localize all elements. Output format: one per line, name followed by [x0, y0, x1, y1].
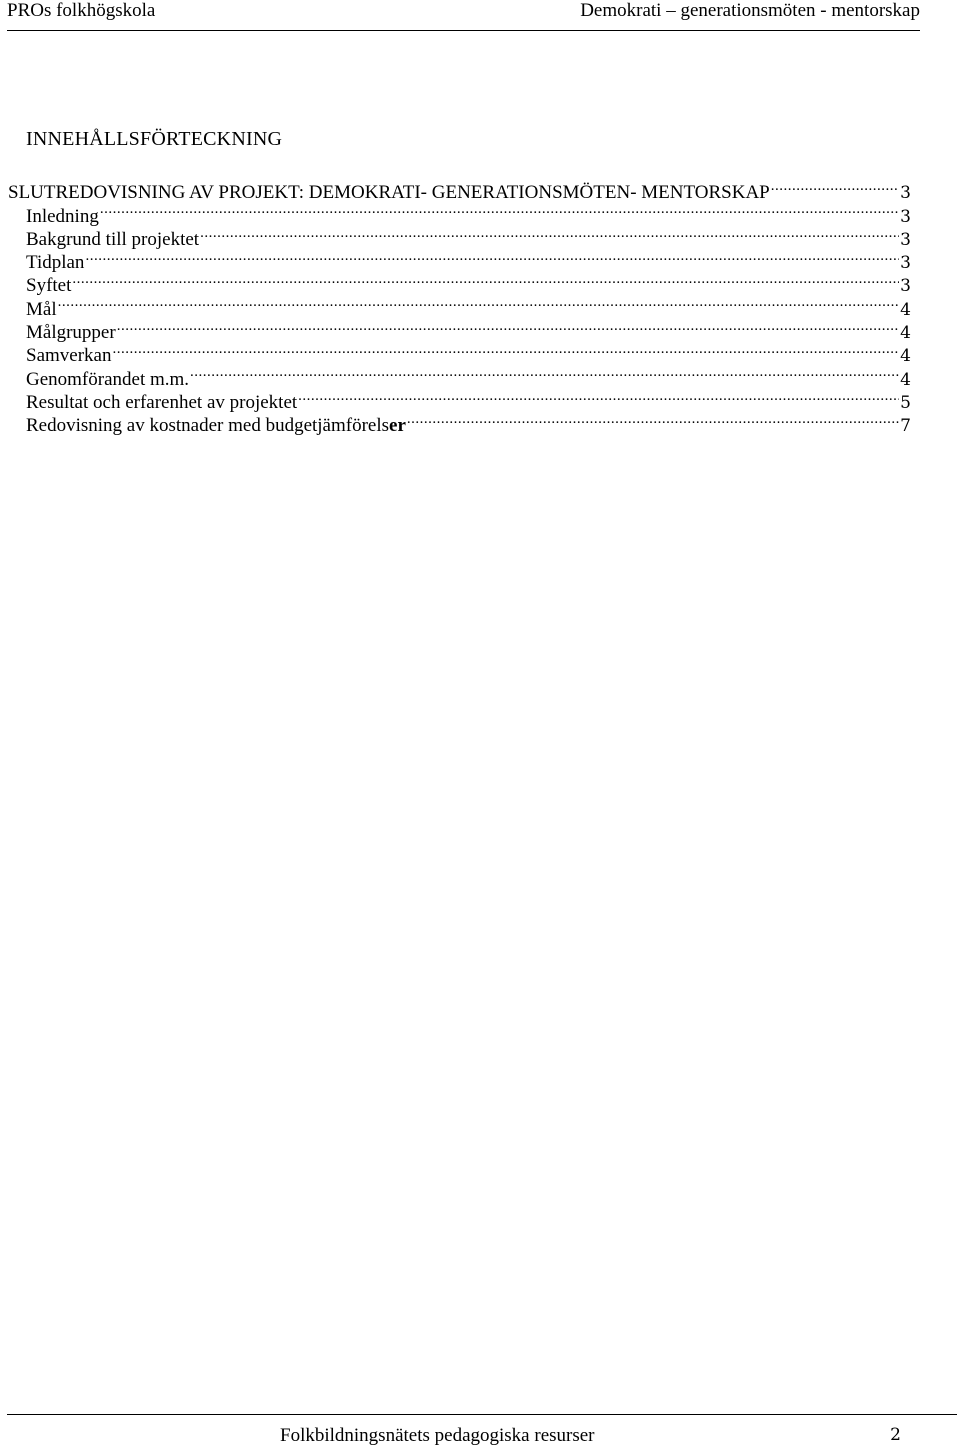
toc-entry[interactable]: [26, 361, 911, 390]
toc-entry-page: 4: [900, 369, 911, 390]
toc-dot-leader: [298, 385, 899, 408]
toc-entry-title: [26, 414, 406, 437]
toc-entry[interactable]: [8, 175, 911, 204]
footer-page-number: 2: [890, 1425, 901, 1445]
toc-dot-leader: [200, 222, 899, 245]
toc-entry-page: 4: [900, 299, 911, 320]
toc-dot-leader: [771, 175, 899, 198]
toc-entry-page: 7: [900, 416, 911, 437]
toc-entry[interactable]: [26, 198, 911, 227]
toc-entry-page: 3: [900, 229, 911, 250]
toc-heading: INNEHÅLLSFÖRTECKNING: [26, 128, 283, 150]
toc-entry-title: Mål: [26, 298, 57, 320]
toc-entry-page: 3: [900, 183, 911, 204]
toc-entry-title-bold: er: [389, 415, 406, 437]
toc-entry-title: Inledning: [26, 205, 99, 227]
page-footer: [7, 1414, 957, 1445]
toc-dot-leader: [72, 268, 899, 291]
toc-entry[interactable]: [26, 245, 911, 274]
toc-dot-leader: [407, 408, 899, 431]
toc-entry-page: 3: [900, 253, 911, 274]
toc-entry[interactable]: [26, 315, 911, 344]
toc-entry-page: 4: [900, 346, 911, 367]
toc-entry-page: 5: [900, 392, 911, 413]
page-header: [7, 0, 920, 31]
toc-entry[interactable]: [26, 338, 911, 367]
toc-entry[interactable]: [26, 268, 911, 297]
toc-entry-title: Samverkan: [26, 345, 112, 367]
footer-text: Folkbildningsnätets pedagogiska resurser: [280, 1425, 595, 1446]
toc-entry-title: Tidplan: [26, 252, 85, 274]
toc-entry-title: Bakgrund till projektet: [26, 228, 200, 250]
toc-entry-page: 3: [900, 276, 911, 297]
toc-entry-title: Syftet: [26, 275, 72, 297]
toc-dot-leader: [58, 291, 900, 314]
toc-entry[interactable]: [26, 222, 911, 250]
toc-entry-title-normal: Redovisning av kostnader med budgetjämförels: [26, 415, 390, 437]
toc-entry[interactable]: [26, 291, 911, 320]
toc-entry-page: 3: [900, 206, 911, 227]
table-of-contents: [8, 175, 911, 437]
toc-dot-leader: [112, 338, 899, 361]
toc-dot-leader: [190, 361, 899, 384]
header-document-title: Demokrati – generationsmöten - mentorskap: [580, 0, 920, 21]
toc-dot-leader: [85, 245, 899, 268]
toc-dot-leader: [117, 315, 899, 338]
toc-entry-title: Resultat och erfarenhet av projektet: [26, 391, 298, 413]
toc-entry-title: Genomförandet m.m.: [26, 368, 190, 390]
toc-entry-title: Målgrupper: [26, 322, 116, 344]
toc-entry-title: SLUTREDOVISNING AV PROJEKT: DEMOKRATI- GENERATIONSMÖTEN- MENTORSKAP: [8, 182, 770, 204]
toc-dot-leader: [100, 198, 899, 221]
header-org-name: PROs folkhögskola: [7, 0, 156, 21]
toc-entry-page: 4: [900, 323, 911, 344]
